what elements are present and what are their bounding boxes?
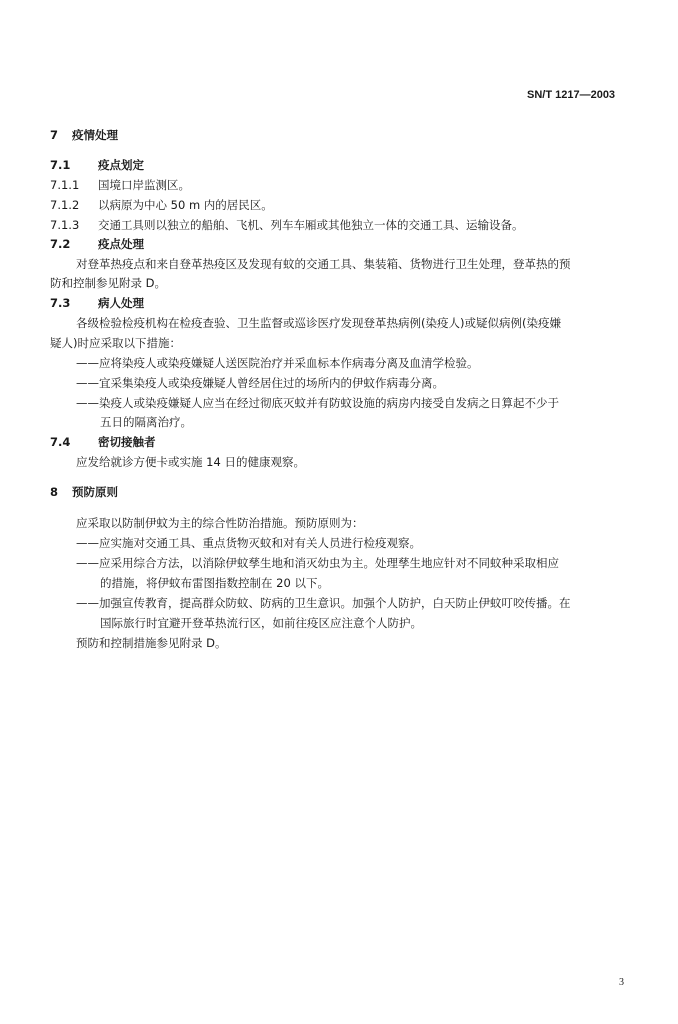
list-item: ——宜采集染疫人或染疫嫌疑人曾经居住过的场所内的伊蚊作病毒分离。 (76, 376, 444, 390)
page-number: 3 (619, 977, 624, 988)
list-item: ——应采用综合方法，以消除伊蚊孳生地和消灭幼虫为主。处理孳生地应针对不同蚊种采取相应 (76, 556, 559, 570)
section-title: 疫点处理 (98, 237, 144, 251)
section-number: 7 (50, 128, 59, 142)
section-8-heading (50, 485, 118, 499)
section-7-2-heading (50, 237, 144, 251)
list-item: ——染疫人或染疫嫌疑人应当在经过彻底灭蚊并有防蚊设施的病房内接受自发病之日算起不少于 (76, 396, 559, 410)
clause-number: 7.1.2 (50, 198, 80, 212)
clause-7-1-2 (50, 198, 273, 212)
section-number: 7.3 (50, 296, 71, 310)
paragraph-7-2-line-2: 防和控制参见附录 D。 (50, 276, 167, 290)
list-item-continuation: 国际旅行时宜避开登革热流行区，如前往疫区应注意个人防护。 (100, 616, 422, 630)
section-7-4-heading (50, 435, 156, 449)
clause-7-1-1 (50, 178, 190, 192)
section-title: 病人处理 (98, 296, 144, 310)
section-title: 疫点划定 (98, 158, 144, 172)
list-item: ——应将染疫人或染疫嫌疑人送医院治疗并采血标本作病毒分离及血清学检验。 (76, 356, 479, 370)
section-7-heading (50, 128, 118, 142)
clause-7-1-3 (50, 218, 524, 232)
clause-text: 交通工具则以独立的船舶、飞机、列车车厢或其他独立一体的交通工具、运输设备。 (98, 218, 524, 232)
list-item: ——加强宣传教育，提高群众防蚊、防病的卫生意识。加强个人防护，白天防止伊蚊叮咬传播。在 (76, 596, 571, 610)
clause-text: 国境口岸监测区。 (98, 178, 190, 192)
clause-number: 7.1.1 (50, 178, 80, 192)
section-title: 疫情处理 (72, 128, 119, 142)
paragraph-7-2-line-1: 对登革热疫点和来自登革热疫区及发现有蚊的交通工具、集装箱、货物进行卫生处理，登革热的预 (76, 257, 571, 271)
paragraph-7-4: 应发给就诊方便卡或实施 14 日的健康观察。 (76, 455, 305, 469)
section-7-1-heading (50, 158, 144, 172)
standard-number: SN/T 1217—2003 (527, 89, 616, 101)
paragraph-7-3-line-1: 各级检验检疫机构在检疫查验、卫生监督或巡诊医疗发现登革热病例(染疫人)或疑似病例(染疫嫌 (76, 316, 561, 330)
section-number: 7.2 (50, 237, 71, 251)
list-item: ——应实施对交通工具、重点货物灭蚊和对有关人员进行检疫观察。 (76, 536, 421, 550)
section-number: 8 (50, 485, 59, 499)
clause-text: 以病原为中心 50 m 内的居民区。 (98, 198, 273, 212)
section-title: 预防原则 (72, 485, 119, 499)
section-title: 密切接触者 (98, 435, 156, 449)
paragraph-8-intro: 应采取以防制伊蚊为主的综合性防治措施。预防原则为： (76, 516, 364, 530)
paragraph-8-closing: 预防和控制措施参见附录 D。 (76, 636, 227, 650)
section-number: 7.4 (50, 435, 71, 449)
clause-number: 7.1.3 (50, 218, 80, 232)
section-7-3-heading (50, 296, 144, 310)
list-item-continuation: 的措施，将伊蚊布雷图指数控制在 20 以下。 (100, 576, 329, 590)
list-item-continuation: 五日的隔离治疗。 (100, 415, 192, 429)
paragraph-7-3-line-2: 疑人)时应采取以下措施： (50, 336, 181, 350)
section-number: 7.1 (50, 158, 71, 172)
